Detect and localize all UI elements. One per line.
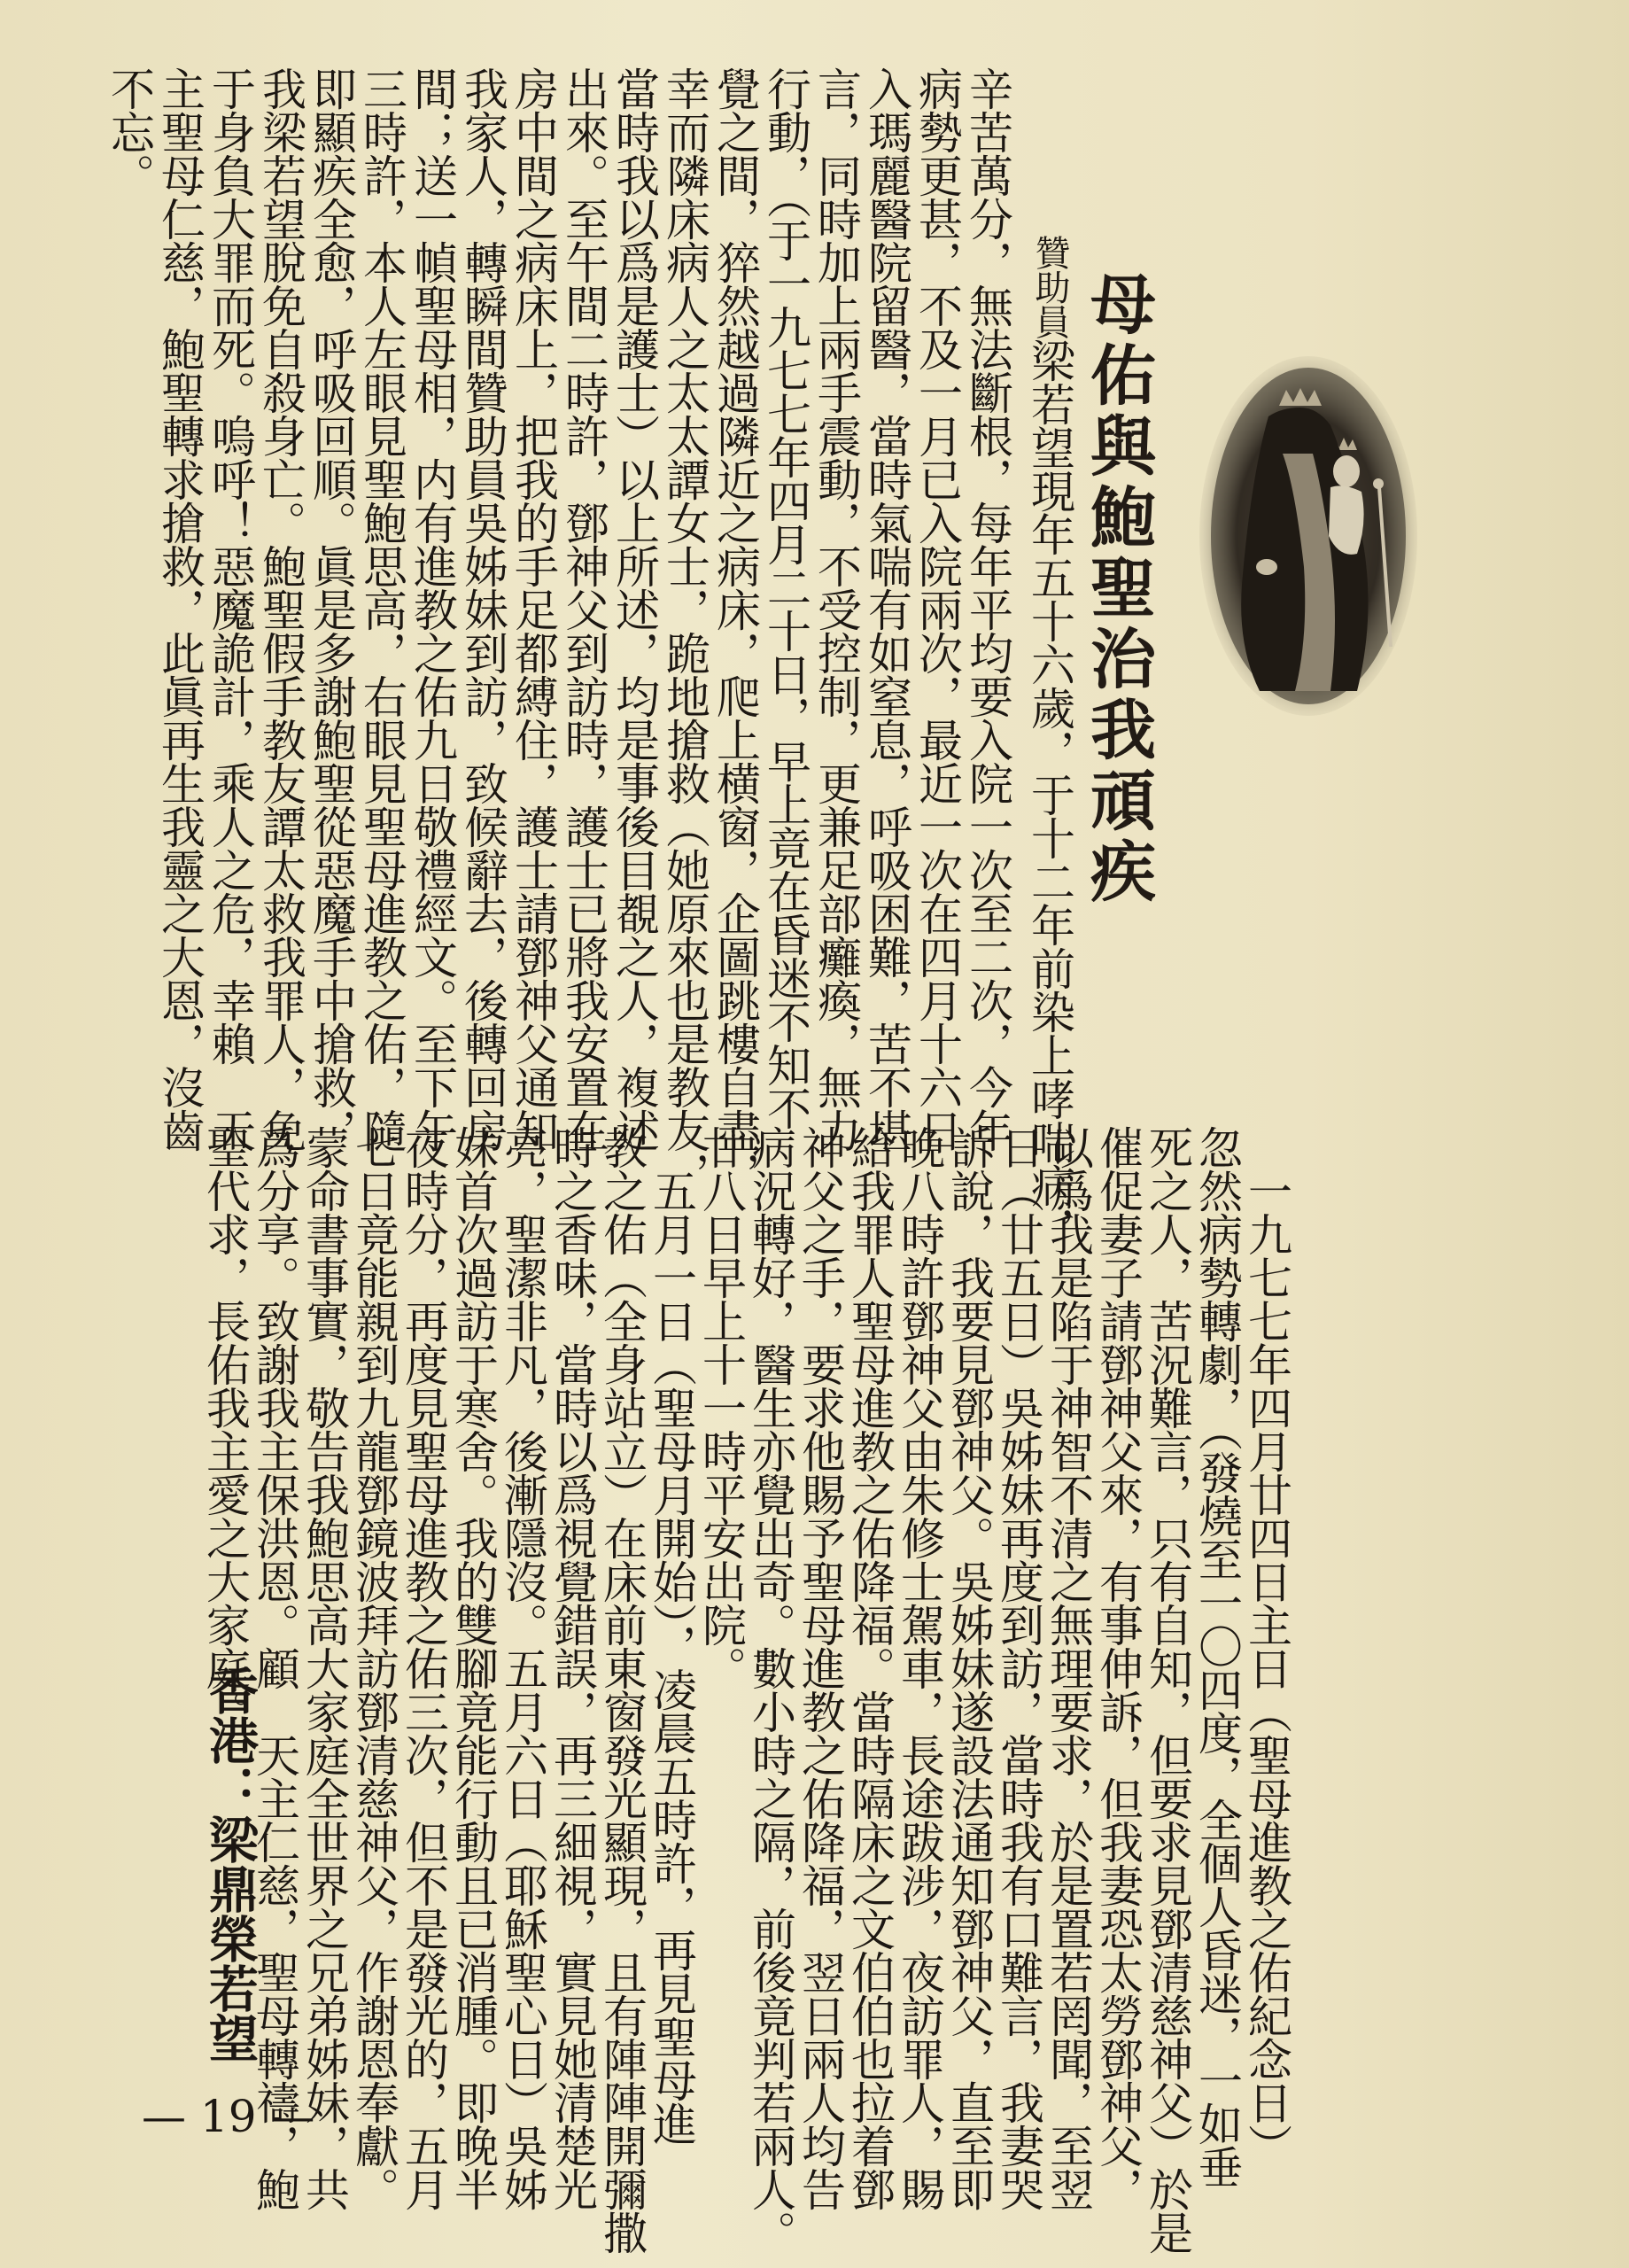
text-column-40: 爲分享。致謝我主保洪恩。顧 天主仁慈，聖母轉禱，鮑: [249, 1125, 300, 2210]
text-column-37: 夜時分，再度見聖母進教之佑三次，但不是發光的，五月: [398, 1125, 449, 2210]
text-column-1: [1024, 235, 1075, 1250]
text-column-11: 房中間之病床上，把我的手足都縛住，護士請鄧神父通知: [508, 66, 559, 1152]
text-column-15: 即顯疾全愈，呼吸回順。眞是多謝鮑聖從惡魔手中搶救，: [306, 66, 357, 1152]
article-title: 母佑與鮑聖治我頑疾: [1080, 270, 1156, 908]
text-column-26: 訴說，我要見鄧神父。吳姊妹遂設法通知鄧神父，直至即: [943, 1125, 995, 2210]
text-column-3: 病勢更甚，不及一月已入院兩次，最近一次在四月十六日: [911, 66, 963, 1152]
text-column-9: 當時我以爲是護士）以上所述，均是事後目覩之人，複述: [609, 66, 660, 1152]
byline-label: 贊助員: [1029, 235, 1070, 338]
text-column-10: 出來。至午間二時許，鄧神父到訪時，護士已將我安置在: [558, 66, 609, 1152]
text-column-35: 亮，聖潔非凡，後漸隱沒。五月六日（耶穌聖心日）吳姊: [497, 1125, 548, 2210]
text-column-28: 給我罪人聖母進教之佑降福。當時隔床之文伯伯也拉着鄧: [844, 1125, 896, 2210]
text-column-17: 于身負大罪而死。嗚呼！惡魔詭計，乘人之危，幸賴 天: [205, 66, 256, 1152]
text-column-12: 我家人，轉瞬間贊助員吳姊妹到訪，致候辭去，後轉回房: [457, 66, 508, 1152]
text-column-19: 不忘。: [104, 66, 155, 197]
text-column-8: 幸而隣床病人之太太譚女士，跪地搶救（她原來也是教友，: [659, 66, 710, 1195]
text-column-25: 日（廿五日）吳姊妹再度到訪，當時我有口難言，我妻哭: [993, 1125, 1044, 2210]
author-signature: 香港：梁鼎榮若望: [201, 1666, 260, 2062]
text-column-16: 我梁若望脫免自殺身亡。鮑聖假手教友譚太救我罪人，免: [255, 66, 306, 1152]
text-column-34: 時之香味，當時以爲視覺錯誤，再三細視，實見她清楚光: [547, 1125, 598, 2210]
text-column-32: 五月一日（聖母月開始），凌晨五時許，再見聖母進: [646, 1125, 697, 2145]
text-column-23: 催促妻子請鄧神父來，有事伸訴，但我妻恐太勞鄧神父，: [1092, 1125, 1144, 2210]
text-column-4: 入瑪麗醫院留醫，當時氣喘有如窒息，呼吸困難，苦不堪: [861, 66, 912, 1152]
text-column-7: 覺之間，猝然越過隣近之病床，爬上横窗，企圖跳樓自盡，: [710, 66, 761, 1195]
text-column-5: 言，同時加上兩手震動，不受控制，更兼足部癱瘓，無力: [811, 66, 862, 1152]
text-column-20: 一九七七年四月廿四日主日（聖母進教之佑紀念日）: [1241, 1125, 1292, 2167]
text-column-38: 七日竟能親到九龍鄧鏡波拜訪鄧清慈神父，作謝恩奉獻。: [348, 1125, 399, 2210]
madonna-and-child-image: [1198, 354, 1419, 718]
text-column-33: 教之佑（全身站立）在床前東窗發光顯現，且有陣陣開彌撒: [596, 1125, 648, 2254]
text-column-13: 間；送一幀聖母相，内有進教之佑九日敬禮經文。至下午: [407, 66, 458, 1152]
text-column-29: 神父之手，要求他賜予聖母進教之佑降福，翌日兩人均告: [795, 1125, 846, 2210]
byline-text: 梁若望現年五十六歲，于十二年前染上哮喘病，: [1024, 338, 1075, 1250]
text-column-24: 以爲我是陷于神智不清之無理要求，於是置若罔聞，至翌: [1043, 1125, 1094, 2210]
text-column-2: 辛苦萬分，無法斷根，每年平均要入院一次至二次，今年: [962, 66, 1013, 1152]
page-number: — 19 —: [142, 2091, 315, 2142]
text-column-39: 蒙命書事實，敬告我鮑思高大家庭全世界之兄弟姊妹，共: [299, 1125, 350, 2210]
text-column-6: 行動，（于一九七七年四月二十日，早上竟在昏迷不知不: [760, 66, 811, 1130]
text-column-18: 主聖母仁慈，鮑聖轉求搶救，此眞再生我靈之大恩，沒齒: [154, 66, 206, 1152]
text-column-30: 病況轉好，醫生亦覺出奇。數小時之隔，前後竟判若兩人。: [745, 1125, 796, 2254]
text-column-31: 廿八日早上十一時平安出院。: [695, 1125, 747, 1689]
text-column-27: 晚八時許鄧神父由朱修士駕車，長途跋涉，夜訪罪人，賜: [894, 1125, 945, 2210]
text-column-22: 死之人，苦況難言，只有自知，但要求見鄧清慈神父）於是: [1142, 1125, 1193, 2254]
text-column-41: 聖代求，長佑我主愛之大家庭。: [199, 1125, 251, 1733]
text-column-21: 忽然病勢轉劇，（發燒至一〇四度，全個人昏迷，一如垂: [1191, 1125, 1243, 2188]
text-column-36: 妹首次過訪于寒舍。我的雙腳竟能行動且已消腫。即晚半: [447, 1125, 499, 2210]
text-column-14: 三時許，本人左眼見聖鮑思高，右眼見聖母進教之佑，隨: [356, 66, 407, 1152]
